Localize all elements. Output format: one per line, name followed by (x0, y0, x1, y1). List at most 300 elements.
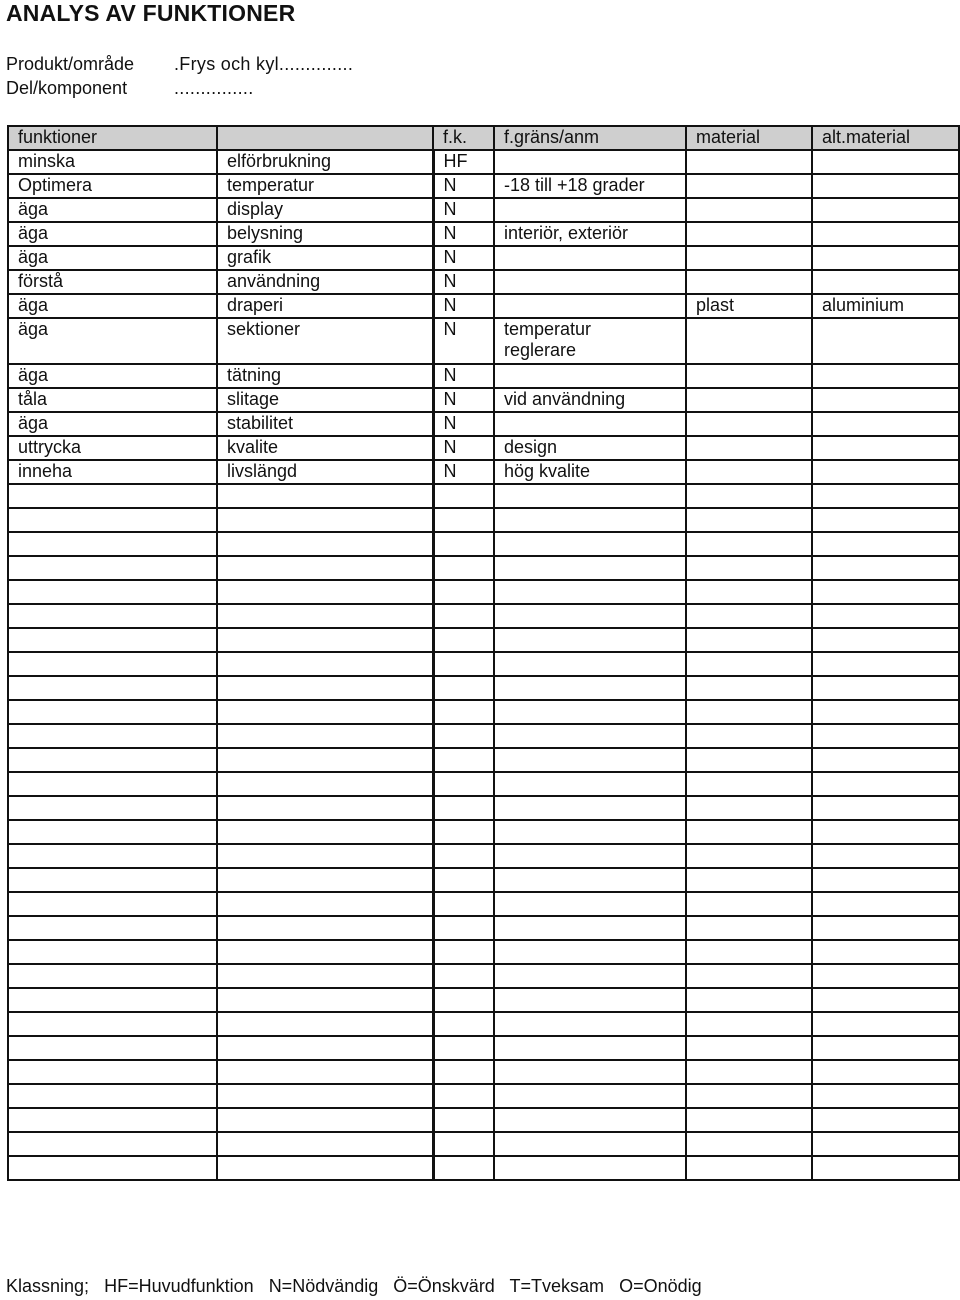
empty-cell (494, 844, 686, 868)
empty-cell (217, 556, 433, 580)
empty-cell (8, 940, 217, 964)
empty-cell (686, 1132, 812, 1156)
legend-o: O=Onödig (619, 1276, 702, 1296)
table-cell (812, 412, 959, 436)
empty-cell (433, 940, 494, 964)
table-cell: N (433, 460, 494, 484)
table-cell (686, 388, 812, 412)
table-cell (812, 318, 959, 364)
table-cell: stabilitet (217, 412, 433, 436)
empty-cell (812, 676, 959, 700)
empty-table-row (8, 916, 959, 940)
empty-cell (8, 652, 217, 676)
empty-cell (433, 772, 494, 796)
empty-table-row (8, 1108, 959, 1132)
empty-cell (812, 724, 959, 748)
table-cell (686, 174, 812, 198)
empty-cell (8, 484, 217, 508)
table-cell: användning (217, 270, 433, 294)
empty-cell (686, 988, 812, 1012)
table-cell: -18 till +18 grader (494, 174, 686, 198)
empty-cell (217, 508, 433, 532)
table-row (8, 412, 959, 436)
empty-cell (217, 868, 433, 892)
empty-cell (8, 1060, 217, 1084)
empty-cell (8, 868, 217, 892)
empty-cell (494, 892, 686, 916)
empty-cell (8, 820, 217, 844)
empty-cell (686, 964, 812, 988)
empty-cell (433, 556, 494, 580)
table-cell (686, 460, 812, 484)
empty-table-row (8, 940, 959, 964)
empty-cell (812, 652, 959, 676)
empty-cell (812, 820, 959, 844)
table-cell: inneha (8, 460, 217, 484)
table-cell (812, 270, 959, 294)
empty-cell (494, 916, 686, 940)
empty-cell (812, 964, 959, 988)
table-cell (812, 222, 959, 246)
empty-cell (494, 700, 686, 724)
cell-line: temperatur (504, 319, 592, 339)
empty-cell (217, 1060, 433, 1084)
empty-cell (8, 676, 217, 700)
empty-cell (812, 1108, 959, 1132)
table-cell (494, 150, 686, 174)
empty-cell (494, 580, 686, 604)
table-row (8, 270, 959, 294)
empty-cell (686, 1036, 812, 1060)
table-cell: N (433, 198, 494, 222)
empty-cell (494, 556, 686, 580)
table-cell: HF (433, 150, 494, 174)
table-cell: plast (686, 294, 812, 318)
empty-cell (812, 628, 959, 652)
empty-cell (8, 964, 217, 988)
empty-cell (8, 748, 217, 772)
empty-table-row (8, 892, 959, 916)
empty-table-row (8, 628, 959, 652)
empty-cell (433, 988, 494, 1012)
table-cell (812, 174, 959, 198)
table-cell: tätning (217, 364, 433, 388)
empty-cell (433, 1012, 494, 1036)
empty-cell (433, 1156, 494, 1180)
empty-cell (812, 700, 959, 724)
table-row (8, 222, 959, 246)
empty-cell (217, 988, 433, 1012)
empty-cell (686, 1012, 812, 1036)
table-cell (686, 198, 812, 222)
empty-table-row (8, 820, 959, 844)
table-cell: vid användning (494, 388, 686, 412)
empty-cell (8, 1036, 217, 1060)
empty-cell (8, 604, 217, 628)
part-component-value: ............... (174, 78, 254, 98)
table-cell: uttrycka (8, 436, 217, 460)
empty-table-row (8, 748, 959, 772)
table-cell: minska (8, 150, 217, 174)
empty-cell (686, 628, 812, 652)
part-component-line (6, 78, 254, 99)
empty-cell (812, 604, 959, 628)
empty-cell (433, 748, 494, 772)
empty-cell (686, 508, 812, 532)
table-cell (812, 436, 959, 460)
table-cell: aluminium (812, 294, 959, 318)
empty-cell (686, 772, 812, 796)
empty-cell (433, 1084, 494, 1108)
empty-table-row (8, 1132, 959, 1156)
empty-cell (433, 1108, 494, 1132)
empty-cell (812, 580, 959, 604)
table-cell: N (433, 294, 494, 318)
table-row (8, 198, 959, 222)
empty-cell (8, 556, 217, 580)
table-cell (686, 318, 812, 364)
empty-cell (494, 868, 686, 892)
empty-cell (812, 1036, 959, 1060)
empty-cell (433, 1060, 494, 1084)
empty-cell (686, 844, 812, 868)
empty-table-row (8, 964, 959, 988)
table-cell (812, 388, 959, 412)
empty-cell (217, 484, 433, 508)
empty-cell (8, 1156, 217, 1180)
table-cell: äga (8, 198, 217, 222)
empty-cell (494, 772, 686, 796)
empty-cell (217, 964, 433, 988)
table-cell: N (433, 436, 494, 460)
table-cell (812, 150, 959, 174)
empty-cell (433, 604, 494, 628)
empty-cell (217, 652, 433, 676)
empty-cell (217, 772, 433, 796)
empty-cell (8, 700, 217, 724)
table-row (8, 436, 959, 460)
legend-title: Klassning; (6, 1276, 90, 1296)
empty-cell (494, 1012, 686, 1036)
empty-cell (217, 892, 433, 916)
empty-cell (8, 1084, 217, 1108)
empty-cell (494, 940, 686, 964)
table-row (8, 294, 959, 318)
empty-table-row (8, 1036, 959, 1060)
empty-cell (686, 1060, 812, 1084)
empty-cell (217, 628, 433, 652)
empty-cell (494, 508, 686, 532)
empty-cell (686, 1084, 812, 1108)
table-cell: N (433, 270, 494, 294)
empty-cell (494, 964, 686, 988)
empty-cell (217, 844, 433, 868)
page-title: ANALYS AV FUNKTIONER (6, 0, 296, 26)
empty-cell (686, 1156, 812, 1180)
table-cell: tåla (8, 388, 217, 412)
table-cell: hög kvalite (494, 460, 686, 484)
table-cell: interiör, exteriör (494, 222, 686, 246)
table-cell: kvalite (217, 436, 433, 460)
empty-cell (217, 532, 433, 556)
empty-cell (433, 676, 494, 700)
empty-cell (494, 1108, 686, 1132)
empty-cell (686, 556, 812, 580)
table-cell: äga (8, 412, 217, 436)
table-cell: äga (8, 246, 217, 270)
cell-line: reglerare (504, 340, 577, 360)
table-cell (686, 222, 812, 246)
empty-cell (8, 796, 217, 820)
empty-cell (686, 700, 812, 724)
table-cell (812, 198, 959, 222)
table-cell (494, 412, 686, 436)
empty-cell (494, 1156, 686, 1180)
empty-cell (8, 1012, 217, 1036)
table-cell: N (433, 388, 494, 412)
empty-table-row (8, 796, 959, 820)
empty-cell (217, 916, 433, 940)
empty-table-row (8, 556, 959, 580)
table-row (8, 364, 959, 388)
table-row (8, 174, 959, 198)
table-cell: förstå (8, 270, 217, 294)
empty-cell (812, 868, 959, 892)
function-analysis-table (7, 125, 960, 1181)
empty-cell (686, 796, 812, 820)
empty-cell (8, 844, 217, 868)
empty-table-row (8, 1156, 959, 1180)
empty-cell (812, 1060, 959, 1084)
empty-table-row (8, 700, 959, 724)
table-cell: äga (8, 294, 217, 318)
table-row (8, 388, 959, 412)
header-classification: f.k. (433, 126, 494, 150)
empty-cell (217, 676, 433, 700)
empty-cell (433, 1036, 494, 1060)
table-cell: design (494, 436, 686, 460)
product-area-value: .Frys och kyl.............. (174, 54, 354, 74)
empty-cell (686, 748, 812, 772)
empty-cell (8, 580, 217, 604)
empty-cell (433, 820, 494, 844)
empty-cell (812, 748, 959, 772)
empty-cell (217, 1156, 433, 1180)
empty-cell (217, 700, 433, 724)
empty-cell (433, 580, 494, 604)
table-cell: N (433, 412, 494, 436)
empty-cell (812, 556, 959, 580)
empty-cell (494, 820, 686, 844)
table-cell: draperi (217, 294, 433, 318)
empty-cell (494, 676, 686, 700)
table-cell (686, 270, 812, 294)
empty-table-row (8, 532, 959, 556)
empty-cell (812, 916, 959, 940)
empty-table-row (8, 1012, 959, 1036)
table-cell: N (433, 222, 494, 246)
empty-cell (217, 1084, 433, 1108)
empty-cell (812, 796, 959, 820)
empty-cell (494, 652, 686, 676)
empty-cell (217, 604, 433, 628)
table-cell: display (217, 198, 433, 222)
empty-cell (217, 748, 433, 772)
table-cell: N (433, 174, 494, 198)
empty-cell (812, 1156, 959, 1180)
header-alt-material: alt.material (812, 126, 959, 150)
empty-cell (686, 484, 812, 508)
empty-cell (812, 892, 959, 916)
empty-cell (494, 796, 686, 820)
legend-t: T=Tveksam (509, 1276, 605, 1296)
empty-cell (686, 724, 812, 748)
empty-cell (686, 676, 812, 700)
table-cell: slitage (217, 388, 433, 412)
table-header-row (8, 126, 959, 150)
table-cell (686, 246, 812, 270)
empty-cell (686, 652, 812, 676)
empty-cell (494, 988, 686, 1012)
empty-table-row (8, 1060, 959, 1084)
empty-cell (433, 964, 494, 988)
empty-cell (494, 484, 686, 508)
classification-legend (6, 1276, 712, 1297)
empty-cell (433, 532, 494, 556)
table-cell (494, 294, 686, 318)
table-cell (686, 436, 812, 460)
table-cell (812, 364, 959, 388)
table-cell: N (433, 246, 494, 270)
table-cell: N (433, 318, 494, 364)
header-functions: funktioner (8, 126, 217, 150)
empty-cell (686, 580, 812, 604)
empty-cell (686, 1108, 812, 1132)
empty-cell (217, 1108, 433, 1132)
empty-cell (8, 988, 217, 1012)
empty-cell (494, 748, 686, 772)
empty-cell (812, 1012, 959, 1036)
product-area-label: Produkt/område (6, 54, 135, 74)
empty-cell (433, 916, 494, 940)
empty-cell (686, 940, 812, 964)
empty-cell (8, 532, 217, 556)
table-cell: temperatur (217, 174, 433, 198)
empty-cell (217, 1132, 433, 1156)
empty-cell (217, 820, 433, 844)
empty-cell (8, 724, 217, 748)
legend-hf: HF=Huvudfunktion (104, 1276, 254, 1296)
empty-cell (433, 700, 494, 724)
empty-cell (494, 1084, 686, 1108)
empty-cell (433, 652, 494, 676)
empty-cell (433, 628, 494, 652)
empty-cell (494, 1132, 686, 1156)
empty-cell (812, 1132, 959, 1156)
table-cell (812, 246, 959, 270)
table-cell (494, 246, 686, 270)
header-object (217, 126, 433, 150)
header-material: material (686, 126, 812, 150)
table-cell (494, 364, 686, 388)
table-row (8, 318, 959, 364)
header-limit-note: f.gräns/anm (494, 126, 686, 150)
empty-cell (686, 868, 812, 892)
empty-table-row (8, 724, 959, 748)
empty-cell (433, 844, 494, 868)
legend-n: N=Nödvändig (268, 1276, 379, 1296)
empty-cell (217, 724, 433, 748)
empty-cell (686, 916, 812, 940)
table-row (8, 246, 959, 270)
empty-cell (812, 508, 959, 532)
table-cell (494, 318, 686, 364)
empty-cell (494, 1036, 686, 1060)
empty-cell (433, 724, 494, 748)
empty-cell (433, 892, 494, 916)
empty-table-row (8, 580, 959, 604)
empty-table-row (8, 868, 959, 892)
empty-cell (812, 772, 959, 796)
table-cell: N (433, 364, 494, 388)
table-cell (686, 364, 812, 388)
table-cell (812, 460, 959, 484)
empty-cell (686, 532, 812, 556)
table-cell: sektioner (217, 318, 433, 364)
empty-cell (812, 484, 959, 508)
empty-cell (812, 940, 959, 964)
part-component-label: Del/komponent (6, 78, 128, 98)
empty-table-row (8, 484, 959, 508)
empty-cell (433, 1132, 494, 1156)
empty-cell (8, 772, 217, 796)
empty-cell (8, 628, 217, 652)
table-row (8, 150, 959, 174)
empty-table-row (8, 988, 959, 1012)
empty-cell (686, 820, 812, 844)
empty-table-row (8, 772, 959, 796)
empty-cell (217, 1012, 433, 1036)
empty-cell (494, 1060, 686, 1084)
empty-cell (8, 1132, 217, 1156)
empty-cell (812, 1084, 959, 1108)
table-cell: äga (8, 318, 217, 364)
empty-cell (8, 916, 217, 940)
empty-table-row (8, 676, 959, 700)
legend-o-umlaut: Ö=Önskvärd (393, 1276, 495, 1296)
table-cell (686, 150, 812, 174)
table-cell: Optimera (8, 174, 217, 198)
empty-cell (686, 604, 812, 628)
empty-cell (812, 532, 959, 556)
table-cell: äga (8, 222, 217, 246)
empty-cell (812, 844, 959, 868)
empty-cell (433, 508, 494, 532)
empty-cell (433, 484, 494, 508)
empty-cell (686, 892, 812, 916)
empty-cell (8, 892, 217, 916)
empty-table-row (8, 652, 959, 676)
table-cell: belysning (217, 222, 433, 246)
empty-cell (433, 796, 494, 820)
table-row (8, 460, 959, 484)
empty-cell (494, 532, 686, 556)
empty-table-row (8, 1084, 959, 1108)
empty-table-row (8, 844, 959, 868)
table-cell: elförbrukning (217, 150, 433, 174)
empty-cell (812, 988, 959, 1012)
product-area-line (6, 54, 353, 75)
